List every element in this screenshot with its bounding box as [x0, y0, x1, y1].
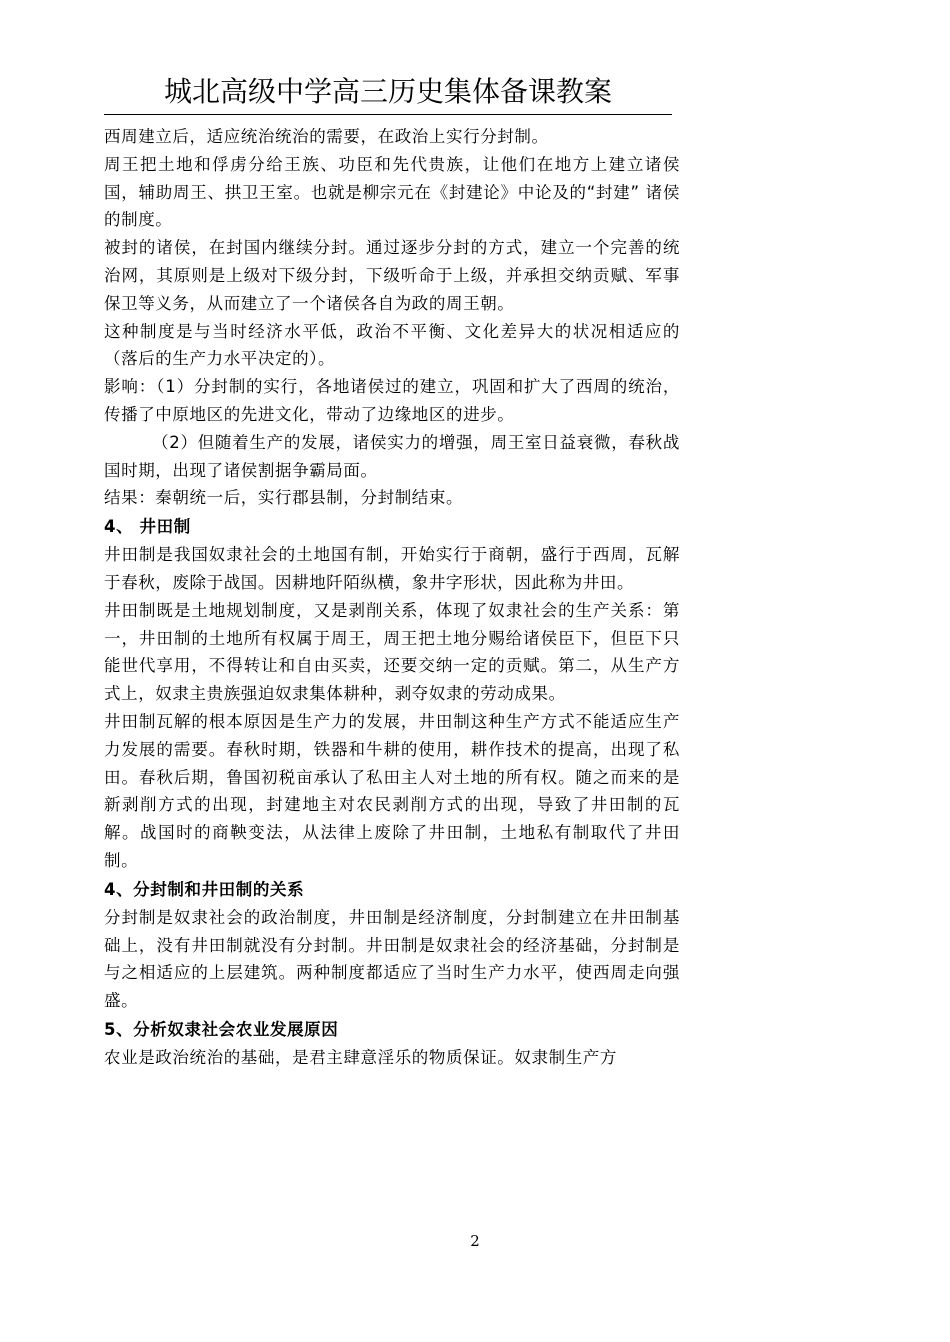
paragraph: 西周建立后，适应统治统治的需要，在政治上实行分封制。	[104, 127, 549, 146]
section-heading: 4、分封制和井田制的关系	[104, 879, 305, 899]
page-header-title: 城北高级中学高三历史集体备课教案	[104, 72, 672, 115]
paragraph: 井田制既是土地规划制度，又是剥削关系，体现了奴隶社会的生产关系：第一，井田制的土地所有权属于周王，周王把土地分赐给诸侯臣下，但臣下只能世代享用，不得转让和自由买卖，还要交纳一定的贡赋。第二，从生产方式上，奴隶主贵族强迫奴隶集体耕种，剥夺奴隶的劳动成果。	[104, 600, 680, 704]
section-heading: 4、 井田制	[104, 517, 191, 537]
paragraph: （2）但随着生产的发展，诸侯实力的增强，周王室日益衰微，春秋战国时期，出现了诸侯割据争霸局面。	[104, 432, 680, 480]
paragraph: 分封制是奴隶社会的政治制度，井田制是经济制度，分封制建立在井田制基础上，没有井田制就没有分封制。井田制是奴隶社会的经济基础，分封制是与之相适应的上层建筑。两种制度都适应了当时生产力水平，使西周走向强盛。	[104, 907, 680, 1011]
paragraph: 井田制瓦解的根本原因是生产力的发展，井田制这种生产方式不能适应生产力发展的需要。春秋时期，铁器和牛耕的使用，耕作技术的提高，出现了私田。春秋后期，鲁国初税亩承认了私田主人对土地的所有权。随之而来的是新剥削方式的出现，封建地主对农民剥削方式的出现，导致了井田制的瓦解。战国时的商鞅变法，从法律上废除了井田制，土地私有制取代了井田制。	[104, 711, 680, 870]
paragraph: 周王把土地和俘虏分给王族、功臣和先代贵族，让他们在地方上建立诸侯国，辅助周王、拱卫王室。也就是柳宗元在《封建论》中论及的“封建” 诸侯的制度。	[104, 154, 680, 230]
paragraph: 影响：（1）分封制的实行，各地诸侯过的建立，巩固和扩大了西周的统治，传播了中原地区的先进文化，带动了边缘地区的进步。	[104, 377, 680, 424]
section-heading: 5、分析奴隶社会农业发展原因	[104, 1019, 339, 1039]
paragraph: 结果：秦朝统一后，实行郡县制，分封制结束。	[104, 488, 464, 508]
document-body	[104, 123, 680, 1072]
paragraph: 这种制度是与当时经济水平低，政治不平衡、文化差异大的状况相适应的（落后的生产力水平决定的）。	[104, 321, 680, 369]
paragraph: 井田制是我国奴隶社会的土地国有制，开始实行于商朝，盛行于西周，瓦解于春秋，废除于战国。因耕地阡陌纵横，象井字形状，因此称为井田。	[104, 545, 680, 592]
page-number: 2	[470, 1232, 480, 1250]
paragraph: 农业是政治统治的基础，是君主肆意淫乐的物质保证。奴隶制生产方	[104, 1047, 617, 1067]
paragraph: 被封的诸侯，在封国内继续分封。通过逐步分封的方式，建立一个完善的统治网，其原则是上级对下级分封，下级听命于上级，并承担交纳贡赋、军事保卫等义务，从而建立了一个诸侯各自为政的周王朝。	[104, 238, 680, 313]
